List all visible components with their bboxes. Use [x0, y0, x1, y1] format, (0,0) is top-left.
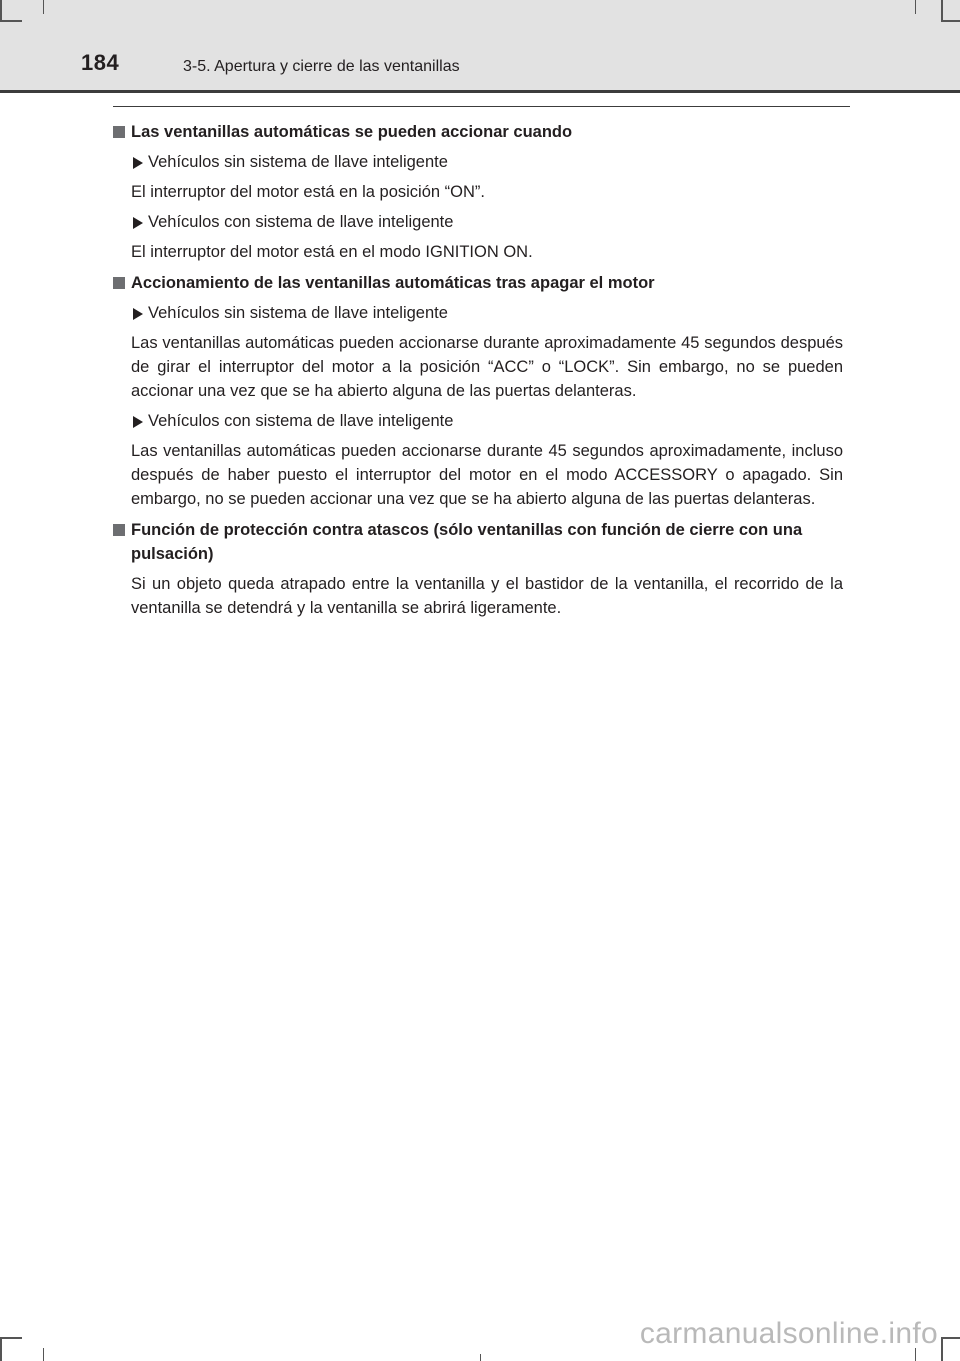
- triangle-bullet-icon: [133, 217, 143, 229]
- subheading-text: Vehículos con sistema de llave inteligente: [148, 412, 454, 430]
- page-header: [0, 0, 960, 93]
- page-content: [113, 120, 850, 620]
- paragraph: Las ventanillas automáticas pueden accionarse durante aproximadamente 45 segundos después de girar el interruptor del motor a la posición “ACC” o “LOCK”. Sin embargo, no se pueden accionar una vez que se ha abierto alguna de las puertas delanteras.: [131, 334, 843, 400]
- square-bullet-icon: [113, 126, 125, 138]
- watermark: carmanualsonline.info: [639, 1317, 938, 1350]
- crop-mark: [941, 1337, 960, 1339]
- crop-mark: [941, 20, 960, 22]
- subheading: [131, 150, 850, 174]
- crop-mark: [941, 0, 943, 22]
- section-title: 3-5. Apertura y cierre de las ventanillas: [183, 58, 460, 75]
- page-number: 184: [81, 50, 120, 75]
- crop-mark: [480, 1354, 481, 1361]
- top-rule: [113, 106, 850, 107]
- crop-mark: [43, 1348, 44, 1361]
- crop-mark: [0, 20, 22, 22]
- subheading: [131, 301, 850, 325]
- paragraph: Las ventanillas automáticas pueden accionarse durante 45 segundos aproximadamente, incluso después de haber puesto el interruptor del motor en el modo ACCESSORY o apagado. Sin embargo, no se pueden accionar una vez que se ha abierto alguna de las puertas delanteras.: [131, 442, 843, 508]
- paragraph: El interruptor del motor está en la posición “ON”.: [131, 183, 485, 201]
- paragraph: Si un objeto queda atrapado entre la ventanilla y el bastidor de la ventanilla, el recorrido de la ventanilla se detendrá y la ventanilla se abrirá ligeramente.: [131, 575, 843, 617]
- square-bullet-icon: [113, 277, 125, 289]
- triangle-bullet-icon: [133, 416, 143, 428]
- section-heading: [113, 518, 850, 566]
- subheading-text: Vehículos sin sistema de llave inteligente: [148, 304, 448, 322]
- subheading: [131, 409, 850, 433]
- section-heading: [113, 271, 850, 295]
- section-heading: [113, 120, 850, 144]
- subheading: [131, 210, 850, 234]
- section-heading-text: Función de protección contra atascos (sólo ventanillas con función de cierre con una pulsación): [131, 521, 803, 563]
- crop-mark: [915, 0, 916, 14]
- crop-mark: [941, 1337, 943, 1361]
- section-heading-text: Las ventanillas automáticas se pueden accionar cuando: [131, 123, 573, 141]
- crop-mark: [0, 0, 2, 22]
- crop-mark: [43, 0, 44, 14]
- subheading-text: Vehículos con sistema de llave inteligente: [148, 213, 454, 231]
- section-heading-text: Accionamiento de las ventanillas automáticas tras apagar el motor: [131, 274, 655, 292]
- triangle-bullet-icon: [133, 308, 143, 320]
- crop-mark: [0, 1337, 22, 1339]
- paragraph: El interruptor del motor está en el modo IGNITION ON.: [131, 243, 533, 261]
- triangle-bullet-icon: [133, 157, 143, 169]
- square-bullet-icon: [113, 524, 125, 536]
- subheading-text: Vehículos sin sistema de llave inteligente: [148, 153, 448, 171]
- crop-mark: [0, 1337, 2, 1361]
